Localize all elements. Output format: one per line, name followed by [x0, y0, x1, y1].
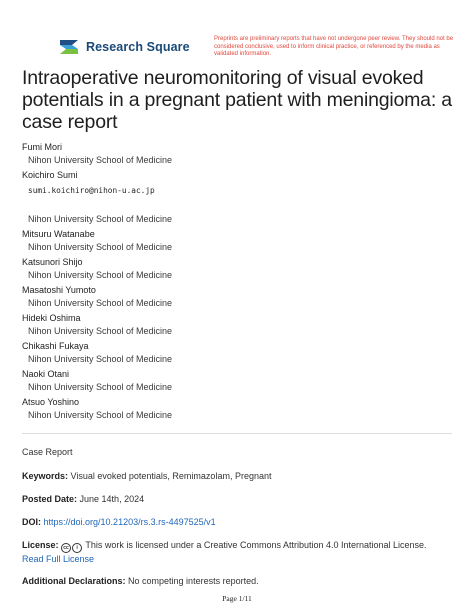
license-row — [22, 540, 462, 553]
keywords-value: Visual evoked potentials, Remimazolam, Pregnant — [70, 471, 272, 481]
author-name: Naoki Otani — [22, 369, 70, 379]
author-email[interactable]: sumi.koichiro@nihon-u.ac.jp — [28, 186, 155, 195]
research-square-logo-icon — [58, 38, 80, 56]
doi-row — [22, 517, 216, 527]
author-affiliation: Nihon University School of Medicine — [28, 326, 173, 336]
author-affiliation: Nihon University School of Medicine — [28, 354, 173, 364]
posted-date-value: June 14th, 2024 — [79, 494, 145, 504]
article-type: Case Report — [22, 447, 73, 457]
cc-icon: cc — [61, 543, 71, 553]
research-square-logo[interactable] — [58, 38, 190, 56]
author-affiliation: Nihon University School of Medicine — [28, 155, 173, 165]
author-name: Mitsuru Watanabe — [22, 229, 95, 239]
doi-label: DOI: — [22, 517, 41, 527]
declarations-value: No competing interests reported. — [128, 576, 259, 586]
posted-date-row — [22, 494, 144, 504]
author-affiliation: Nihon University School of Medicine — [28, 270, 173, 280]
author-name: Koichiro Sumi — [22, 170, 78, 180]
keywords-label: Keywords: — [22, 471, 69, 481]
author-affiliation: Nihon University School of Medicine — [28, 382, 173, 392]
cc-by-icon: i — [72, 543, 82, 553]
author-affiliation: Nihon University School of Medicine — [28, 214, 173, 224]
author-affiliation: Nihon University School of Medicine — [28, 298, 173, 308]
read-full-license-link[interactable]: Read Full License — [22, 554, 95, 564]
license-label: License: — [22, 540, 59, 550]
article-title: Intraoperative neuromonitoring of visual evoked potentials in a pregnant patient with meningioma: a case report — [22, 67, 452, 133]
license-text: This work is licensed under a Creative Commons Attribution 4.0 International License. — [85, 540, 427, 550]
author-name: Masatoshi Yumoto — [22, 285, 96, 295]
posted-date-label: Posted Date: — [22, 494, 78, 504]
declarations-label: Additional Declarations: — [22, 576, 126, 586]
author-affiliation: Nihon University School of Medicine — [28, 242, 173, 252]
author-name: Hideki Oshima — [22, 313, 81, 323]
preprint-notice: Preprints are preliminary reports that have not undergone peer review. They should not be considered conclusive, used to inform clinical practice, or referenced by the media as validated information. — [214, 36, 454, 58]
declarations-row — [22, 576, 259, 586]
logo-text: Research Square — [86, 40, 190, 54]
author-name: Atsuo Yoshino — [22, 397, 80, 407]
keywords-row — [22, 471, 271, 481]
page-number: Page 1/11 — [222, 594, 252, 603]
author-affiliation: Nihon University School of Medicine — [28, 410, 173, 420]
doi-link[interactable]: https://doi.org/10.21203/rs.3.rs-4497525/v1 — [43, 517, 216, 527]
author-name: Katsunori Shijo — [22, 257, 83, 267]
author-name: Chikashi Fukaya — [22, 341, 89, 351]
section-divider — [22, 433, 452, 434]
author-name: Fumi Mori — [22, 142, 62, 152]
